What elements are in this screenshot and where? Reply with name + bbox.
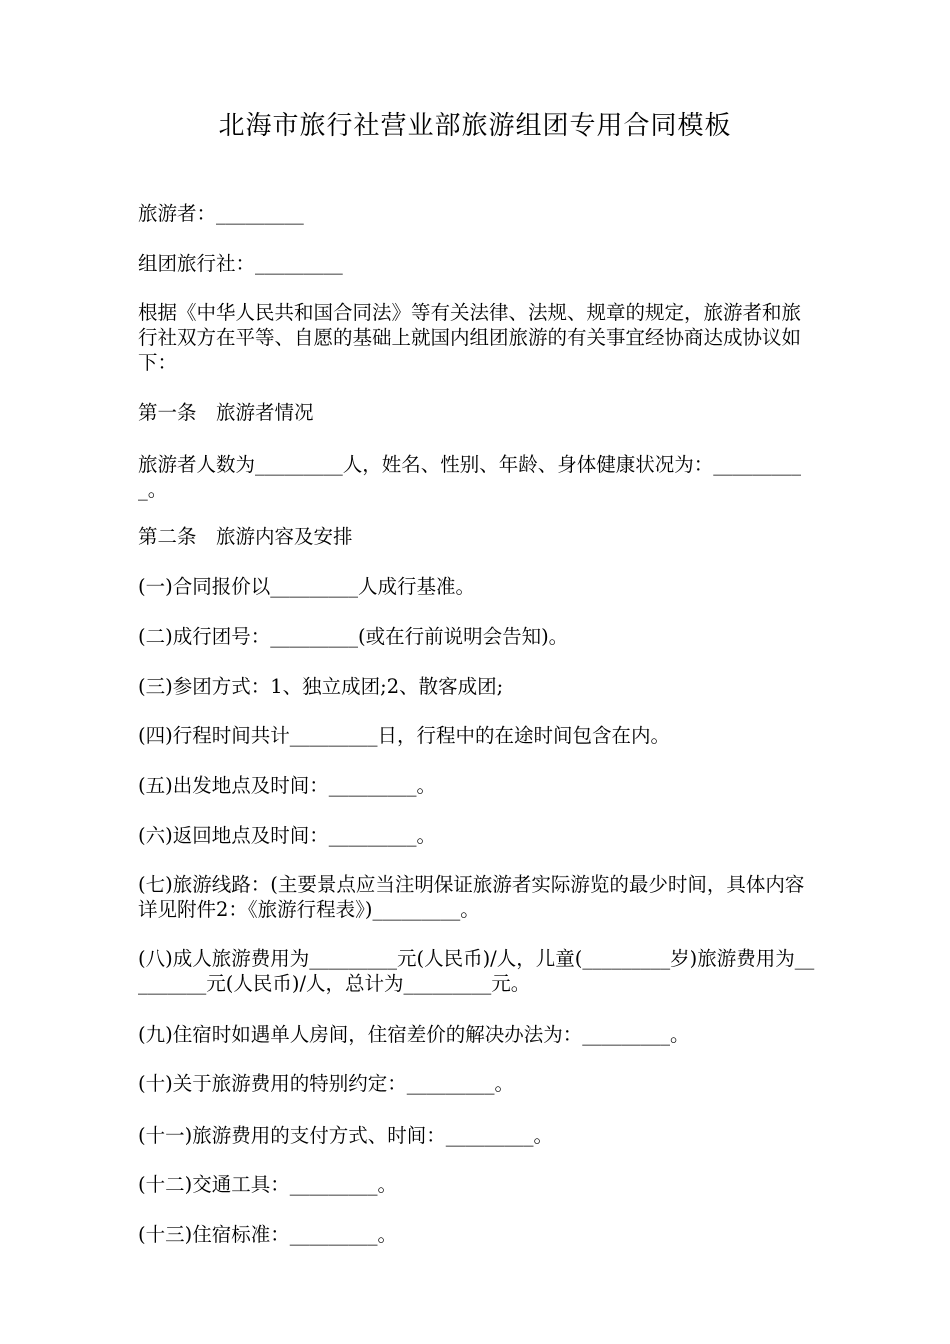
- clause-5: (五)出发地点及时间：_________。: [138, 774, 436, 797]
- clause-13: (十三)住宿标准：_________。: [138, 1223, 397, 1246]
- clause-9: (九)住宿时如遇单人房间，住宿差价的解决办法为：_________。: [138, 1023, 690, 1046]
- article-2-heading: 第二条 旅游内容及安排: [138, 525, 353, 548]
- clause-4: (四)行程时间共计_________日，行程中的在途时间包含在内。: [138, 724, 670, 747]
- tourist-line: 旅游者：_________: [138, 202, 304, 225]
- clause-2: (二)成行团号：_________(或在行前说明会告知)。: [138, 625, 569, 648]
- document-title: 北海市旅行社营业部旅游组团专用合同模板: [218, 111, 732, 141]
- clause-3: (三)参团方式：1、独立成团;2、散客成团;: [138, 675, 504, 698]
- clause-6: (六)返回地点及时间：_________。: [138, 824, 436, 847]
- article-1-heading: 第一条 旅游者情况: [138, 401, 314, 424]
- tourist-count-line: 旅游者人数为_________人，姓名、性别、年龄、身体健康状况为：__________。: [138, 453, 802, 501]
- clause-1: (一)合同报价以_________人成行基准。: [138, 575, 475, 598]
- clause-11: (十一)旅游费用的支付方式、时间：_________。: [138, 1124, 553, 1147]
- preamble-paragraph: 根据《中华人民共和国合同法》等有关法律、法规、规章的规定，旅游者和旅行社双方在平等、自愿的基础上就国内组团旅游的有关事宜经协商达成协议如下：: [138, 301, 802, 374]
- clause-7: (七)旅游线路：(主要景点应当注明保证旅游者实际游览的最少时间，具体内容详见附件2：《旅游行程表》)_________。: [138, 873, 805, 921]
- clause-10: (十)关于旅游费用的特别约定：_________。: [138, 1072, 514, 1095]
- clause-12: (十二)交通工具：_________。: [138, 1173, 397, 1196]
- clause-8: (八)成人旅游费用为_________元(人民币)/人，儿童(_________岁)旅游费用为_________元(人民币)/人，总计为_________元。: [138, 947, 815, 995]
- agency-line: 组团旅行社：_________: [138, 252, 343, 275]
